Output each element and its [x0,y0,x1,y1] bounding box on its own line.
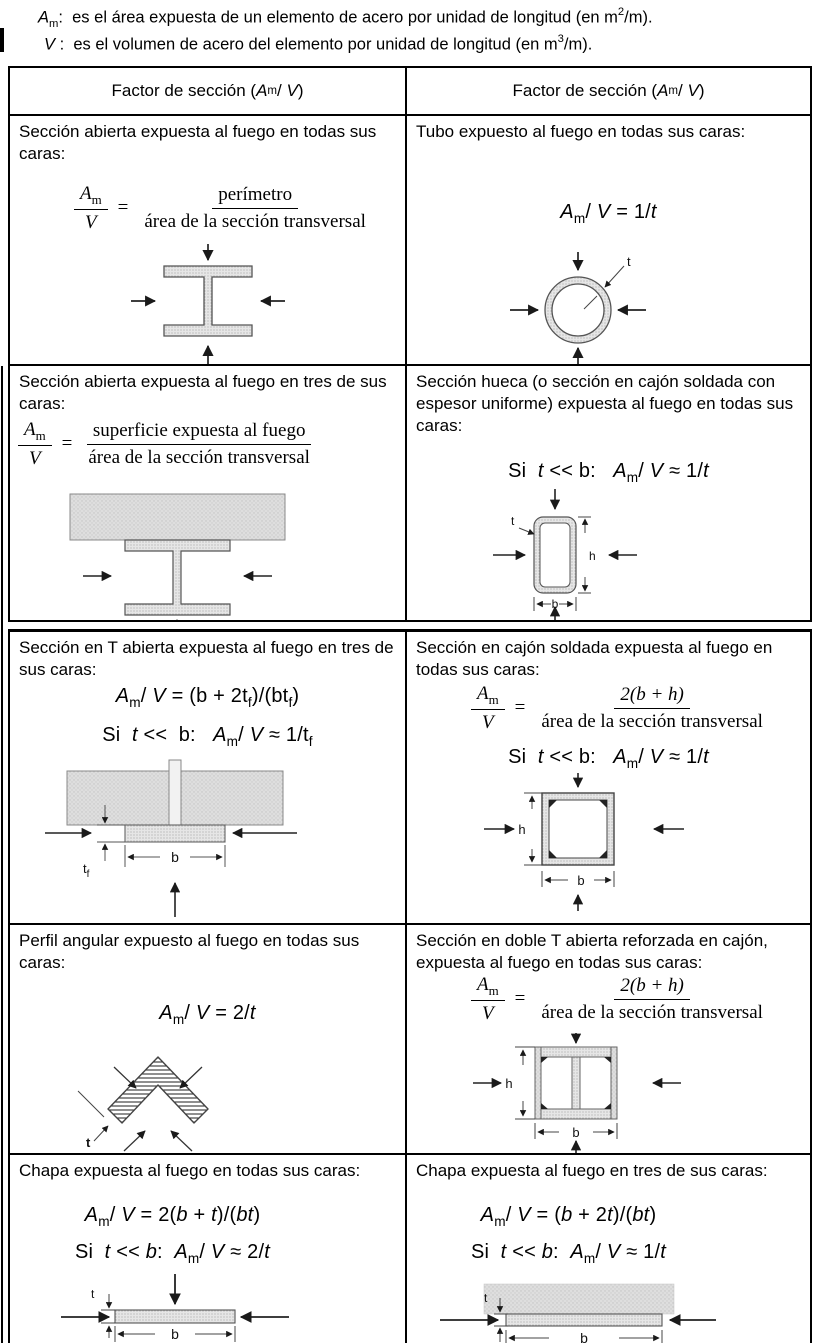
table-row-4 [10,925,810,1155]
angle-shape [108,1057,208,1123]
plate-shape [115,1310,235,1323]
formula-am-v: $A_m/$ V = 2(b + t)/(bt) [84,1203,261,1229]
equals-sign: = [61,433,73,455]
cell-open-section-all-faces [10,116,407,364]
formula-rhs-denominator: área de la sección transversal [144,210,366,232]
width-label: b [170,1325,179,1342]
formula-lhs-numerator: $A_m$ [471,974,505,1002]
condition-formula: Si t << b: $A_m/$ V ≈ 1/t [508,746,709,772]
formula-lhs-numerator: $A_m$ [74,183,108,211]
formula-rhs-numerator: 2(b + h) [614,975,689,1000]
side-plate-right [611,1047,617,1119]
section-factor-table-part-2 [8,629,812,1343]
formula-am-v: $A_m/$ V = 1/t [560,200,657,226]
plate-shape [506,1314,662,1326]
thickness-label: t [510,514,514,529]
cell-title: Sección abierta expuesta al fuego en tres de sus caras: [19,372,387,413]
table-row-3 [10,632,810,925]
section-factor-formula [471,974,810,1026]
formula-lhs-numerator: $A_m$ [18,419,52,447]
hollow-inner [540,523,570,587]
dimension-lines [515,1047,617,1139]
concrete-slab [70,494,285,540]
formula-lhs-denominator: V [482,1003,494,1025]
cell-title: Sección hueca (o sección en cajón soldada con espesor uniforme) expuesta al fuego en todas sus caras: [416,372,794,435]
i-beam-under-slab-diagram [25,484,325,620]
thickness-label: t [90,1286,94,1301]
i-beam-shape [125,540,230,615]
cell-title: Sección en T abierta expuesta al fuego en tres de sus caras: [19,638,394,679]
table-row-1 [10,116,810,366]
table-header-right: Factor de sección ( A m / V ) [512,81,705,100]
flange-thickness-label: $t_f$ [82,860,89,880]
plate-diagram [25,1274,325,1343]
cell-tube-all-faces [407,116,810,364]
table-row-2 [10,366,810,620]
formula-lhs-denominator: V [482,712,494,734]
hollow-section-diagram [439,489,669,620]
scan-edge-mark [0,28,4,52]
section-factor-formula [18,419,405,471]
formula-lhs-denominator: V [29,448,41,470]
tee-web [169,760,181,825]
formula-lhs-numerator: $A_m$ [471,683,505,711]
width-label: b [551,597,558,612]
width-label: b [579,1329,588,1343]
cell-title: Perfil angular expuesto al fuego en todas sus caras: [19,931,360,972]
cell-hollow-section-all-faces [407,366,810,620]
equals-sign: = [514,988,526,1010]
formula-rhs-numerator: perímetro [212,184,298,209]
box-section-diagram [464,773,704,913]
formula-am-v: $A_m/$ $V = (b + 2t_f)/(bt_f)$ [115,684,300,710]
tee-flange [125,825,225,842]
top-flange [541,1047,611,1057]
cell-title: Chapa expuesta al fuego en tres de sus caras: [416,1161,768,1180]
thickness-label: t [483,1290,487,1305]
formula-rhs-numerator: 2(b + h) [614,684,689,709]
cell-title: Chapa expuesta al fuego en todas sus caras: [19,1161,361,1180]
thickness-dimension [78,1091,108,1141]
cell-welded-box-all-faces [407,632,810,923]
plate-under-slab-diagram [424,1282,724,1343]
formula-lhs-denominator: V [85,212,97,234]
equals-sign: = [514,697,526,719]
angle-section-diagram [10,1029,308,1154]
section-factor-formula [74,183,405,235]
condition-formula: Si t << b: $A_m/$ $V \approx 1/t_f$ [102,723,313,749]
definition-v: V : es el volumen de acero del elemento por unidad de longitud (en $m^3/m$). [44,33,593,54]
boxed-i-beam-diagram [459,1033,699,1153]
cell-title: Tubo expuesto al fuego en todas sus caras: [416,122,746,141]
formula-am-v: $A_m/$ V = 2/t [159,1001,256,1027]
cell-title: Sección abierta expuesta al fuego en todas sus caras: [19,122,377,163]
bottom-flange [541,1109,611,1119]
condition-formula: Si t << b: $A_m/$ V ≈ 2/t [74,1240,271,1266]
width-label: b [170,848,179,865]
definition-am: $A_m$: es el área expuesta de un elemento de acero por unidad de longitud (en $m^2/m$). [38,6,653,30]
cell-angle-all-faces [10,925,407,1153]
cell-reinforced-double-tee-box [407,925,810,1153]
formula-am-v: $A_m/$ V = (b + 2t)/(bt) [480,1203,657,1229]
width-label: b [576,873,585,889]
height-label: h [588,549,596,564]
condition-formula: Si t << b: $A_m/$ V ≈ 1/t [470,1240,667,1266]
equals-sign: = [117,197,129,219]
i-beam-diagram [93,242,323,364]
symbol-definitions [38,5,653,57]
concrete-slab [484,1284,674,1314]
table-header-left: Factor de sección ( A m / V ) [10,68,407,114]
tube-diagram [466,238,696,364]
thickness-label: t [626,253,631,269]
side-plate-left [535,1047,541,1119]
formula-rhs-denominator: área de la sección transversal [541,710,763,732]
box-inner [549,800,607,858]
formula-rhs-numerator: superficie expuesta al fuego [87,420,312,445]
table-row-5 [10,1155,810,1343]
tee-under-slab-diagram [25,759,325,921]
cell-tee-section-three-faces [10,632,407,923]
cell-plate-all-faces [10,1155,407,1343]
width-label: b [571,1125,580,1141]
section-factor-table-part-1 [8,66,812,622]
cell-plate-three-faces [407,1155,810,1343]
scan-edge-line [1,366,3,1343]
height-label: h [504,1076,513,1092]
web [572,1057,580,1109]
thickness-label: t [85,1134,90,1150]
i-beam-shape [164,266,252,336]
cell-title: Sección en doble T abierta reforzada en cajón, expuesta al fuego en todas sus caras: [416,931,768,972]
condition-formula: Si t << b: $A_m/$ V ≈ 1/t [508,460,709,486]
formula-rhs-denominator: área de la sección transversal [541,1001,763,1023]
formula-rhs-denominator: área de la sección transversal [88,446,310,468]
cell-open-section-three-faces [10,366,407,620]
cell-title: Sección en cajón soldada expuesta al fuego en todas sus caras: [416,638,773,679]
table-header-row [10,68,810,116]
tube-inner [552,284,604,336]
section-factor-formula [471,683,810,735]
height-label: h [517,822,526,838]
